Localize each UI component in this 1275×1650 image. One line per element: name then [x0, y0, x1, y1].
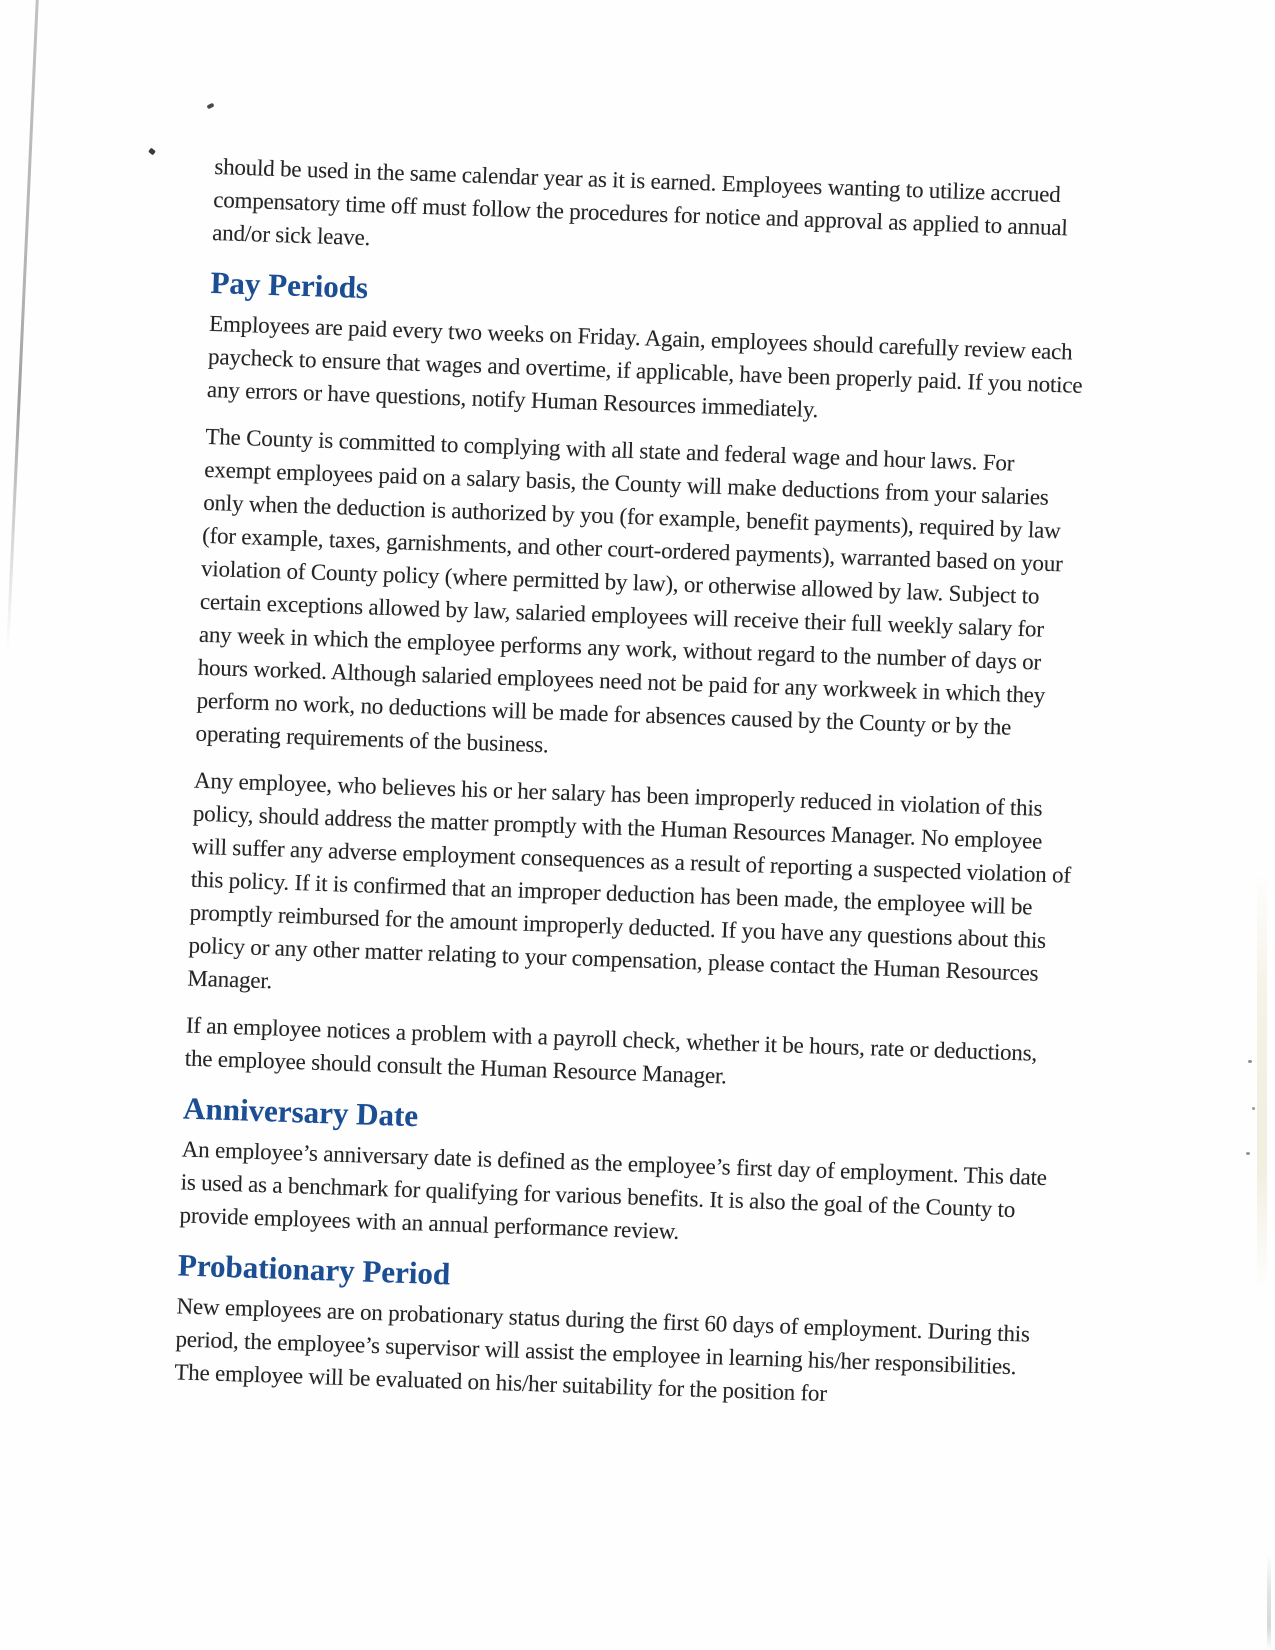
- scan-streak-artifact: [1257, 870, 1267, 1290]
- paragraph-anniversary-date: An employee’s anniversary date is defined as the employee’s first day of employment. This date is used as a benchmark for qualifying for various benefits. It is also the goal of the County to provide employees with an annual performance review.: [179, 1136, 1048, 1244]
- paragraph-pay-schedule: Employees are paid every two weeks on Friday. Again, employees should carefully review each paycheck to ensure that wages and overtime, if applicable, have been properly paid. If you notice any errors or have questions, notify Human Resources immediately.: [206, 310, 1083, 423]
- scan-speck-artifact: [206, 103, 214, 110]
- paragraph-probationary-period: New employees are on probationary status during the first 60 days of employment. During this period, the employee’s supervisor will assist the employee in learning his/her responsibilities. The employee will be evaluated on his/her suitability for the position for: [174, 1293, 1031, 1406]
- scan-dot-artifact: [1248, 1060, 1252, 1063]
- section-heading-pay-periods: Pay Periods: [210, 264, 369, 306]
- paragraph-wage-hour-laws: The County is committed to complying with all state and federal wage and hour laws. For exempt employees paid on a salary basis, the County will make deductions from your salaries only when the deduction is authorized by you (for example, benefit payments), required by law (for example, taxes, garnishments, and other court-ordered payments), warranted based on your violation of County policy (where permitted by law), or otherwise allowed by law. Subject to certain exceptions allowed by law, salaried employees will receive their full weekly salary for any week in which the employee performs any work, without regard to the number of days or hours worked. Although salaried employees need not be paid for any workweek in which they perform no work, no deductions will be made for absences caused by the County or by the operating requirements of the business.: [195, 423, 1064, 758]
- scan-dot-artifact: [1252, 1107, 1255, 1110]
- scan-dot-artifact: [1246, 1152, 1250, 1155]
- section-heading-anniversary-date: Anniversary Date: [182, 1090, 419, 1134]
- scan-edge-sliver-artifact: [1267, 1555, 1271, 1650]
- scan-edge-line-artifact: [6, 0, 38, 648]
- paragraph-compensatory-time: should be used in the same calendar year as it is earned. Employees wanting to utilize accrued compensatory time off must follow the procedures for notice and approval as applied to annual and/or sick leave.: [211, 153, 1069, 251]
- section-heading-probationary-period: Probationary Period: [177, 1247, 451, 1292]
- scan-speck-artifact: [148, 148, 156, 156]
- paragraph-payroll-problem: If an employee notices a problem with a payroll check, whether it be hours, rate or deductions, the employee should consult the Human Resource Manager.: [184, 1012, 1038, 1089]
- document-text-block: [173, 150, 1094, 1431]
- paragraph-improper-deduction: Any employee, who believes his or her salary has been improperly reduced in violation of this policy, should address the matter promptly with the Human Resources Manager. No employee will suffer any adverse employment consequences as a result of reporting a suspected violation of this policy. If it is confirmed that an improper deduction has been made, the employee will be promptly reimbursed for the amount improperly deducted. If you have any questions about this policy or any other matter relating to your compensation, please contact the Human Resources Manager.: [187, 767, 1072, 994]
